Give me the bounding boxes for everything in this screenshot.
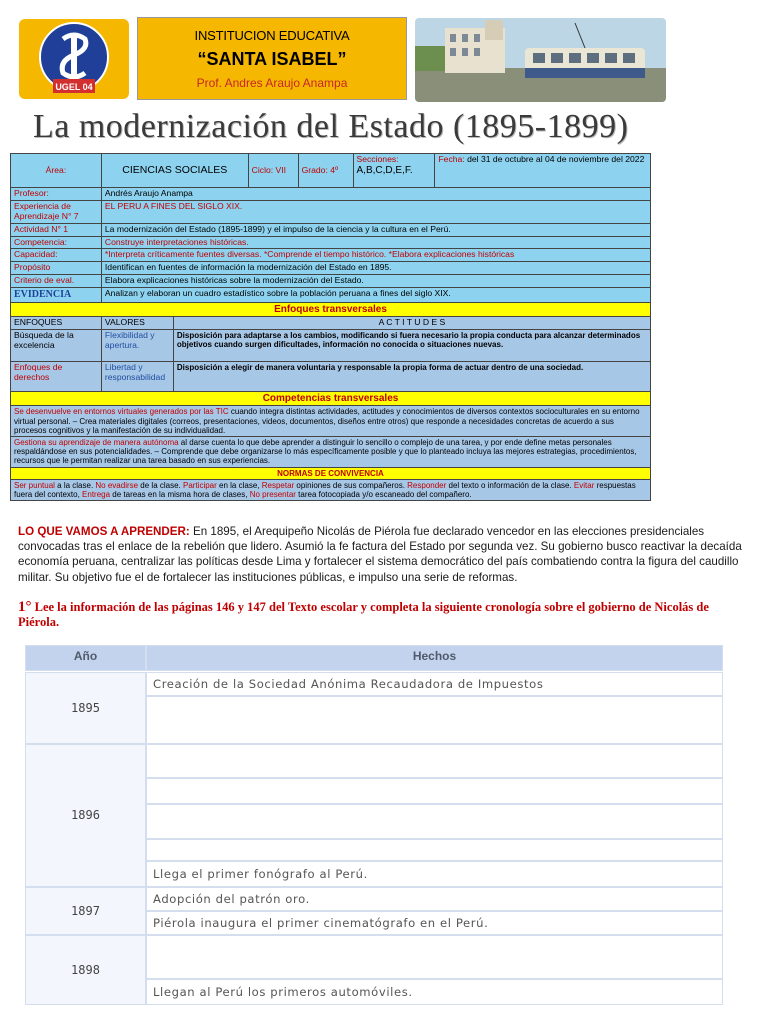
row-label: Experiencia de Aprendizaje N° 7 bbox=[11, 200, 102, 223]
actitudes-header: A C T I T U D E S bbox=[173, 317, 650, 330]
competencia-body: cuando integra distintas actividades, actitudes y conocimientos de diversos contextos socioculturales en su entorno virtual personal. – Crea materiales digitales (correos, presentaciones, videos, documentos, diseños entre otros) que responde a necesidades concretas de acuerdo a sus procesos cognitivos y la manifestación de su individualidad. bbox=[14, 407, 640, 435]
competencia-text bbox=[11, 436, 651, 467]
norma-key: Entrega bbox=[82, 489, 111, 499]
norma-key: Participar bbox=[183, 480, 217, 490]
fact-1897-b: Piérola inaugura el primer cinematógrafo en el Perú. bbox=[146, 911, 723, 935]
normas-row bbox=[11, 479, 651, 500]
fact-blank bbox=[146, 778, 723, 804]
norma-key: No evadirse bbox=[95, 480, 139, 490]
intro-text: En 1895, el Arequipeño Nicolás de Piérola fue declarado vencedor en las elecciones presidenciales convocadas tras el enlace de la rebelión que lidero. Asumió la fe factura del Estado por segunda vez. Su gobierno busco reactivar la decaída economía peruana, centralizar las políticas desde Lima y fortalecer el sistema democrático del país combatiendo contra la figura del caudillo militar. Su objetivo fue el de fortalecer las instituciones públicas, e impulso una serie de reformas. bbox=[18, 525, 742, 584]
plan-row bbox=[11, 249, 651, 262]
area-value: CIENCIAS SOCIALES bbox=[101, 154, 248, 188]
plan-row bbox=[11, 188, 651, 201]
row-label: Criterio de eval. bbox=[11, 275, 102, 288]
chronology-table bbox=[25, 645, 723, 1015]
lesson-plan-table bbox=[10, 153, 651, 501]
norma-text: a la clase. bbox=[54, 480, 96, 490]
enfoque-name: Enfoques de derechos bbox=[11, 361, 102, 391]
norma-text: opiniones de sus compañeros. bbox=[294, 480, 408, 490]
competencias-title: Competencias transversales bbox=[11, 391, 651, 406]
row-label: Competencia: bbox=[11, 236, 102, 249]
norma-text: respuestas fuera del contexto, bbox=[14, 480, 636, 499]
plan-row bbox=[11, 200, 651, 223]
intro-paragraph bbox=[18, 524, 748, 585]
competencia-lead: Se desenvuelve en entornos virtuales generados por las TIC bbox=[14, 407, 229, 417]
fecha-value: del 31 de octubre al 04 de noviembre del 2022 bbox=[467, 154, 645, 164]
row-value: Elabora explicaciones históricas sobre la modernización del Estado. bbox=[101, 275, 650, 288]
norma-key: Ser puntual bbox=[14, 480, 55, 490]
competencia-text bbox=[11, 406, 651, 437]
fact-1896: Llega el primer fonógrafo al Perú. bbox=[146, 861, 723, 887]
row-label: EVIDENCIA bbox=[11, 288, 102, 303]
enfoques-title-row bbox=[11, 302, 651, 317]
year-column-header: Año bbox=[25, 645, 146, 671]
school-name: “SANTA ISABEL” bbox=[197, 49, 347, 69]
fact-blank bbox=[146, 839, 723, 861]
enfoque-actitud: Disposición a elegir de manera voluntaria y responsable la propia forma de actuar dentro de una sociedad. bbox=[173, 361, 650, 391]
teacher-name: Prof. Andres Araujo Anampa bbox=[196, 76, 348, 90]
plan-row bbox=[11, 275, 651, 288]
enfoque-valores: Libertad y responsabilidad bbox=[101, 361, 173, 391]
enfoques-header-row bbox=[11, 317, 651, 330]
fact-blank bbox=[146, 804, 723, 839]
normas-title-row bbox=[11, 467, 651, 479]
row-value: EL PERU A FINES DEL SIGLO XIX. bbox=[101, 200, 650, 223]
ciclo-label: Ciclo: VII bbox=[248, 154, 298, 188]
plan-row bbox=[11, 236, 651, 249]
tram-photo bbox=[415, 18, 666, 102]
norma-key: Responder bbox=[407, 480, 447, 490]
svg-text:UGEL 04: UGEL 04 bbox=[55, 82, 93, 92]
norma-key: Evitar bbox=[573, 480, 595, 490]
norma-key: No presentar bbox=[249, 489, 296, 499]
norma-text: en la clase, bbox=[216, 480, 262, 490]
enfoque-name: Búsqueda de la excelencia bbox=[11, 329, 102, 361]
row-value: Construye interpretaciones históricas. bbox=[101, 236, 650, 249]
task-number: 1° bbox=[18, 599, 32, 615]
norma-text: del texto o información de la clase. bbox=[446, 480, 574, 490]
row-label: Profesor: bbox=[11, 188, 102, 201]
secciones-value: A,B,C,D,E,F. bbox=[356, 164, 413, 176]
plan-header-row bbox=[11, 154, 651, 188]
plan-row bbox=[11, 288, 651, 303]
norma-text: de la clase. bbox=[138, 480, 183, 490]
fact-blank bbox=[146, 935, 723, 979]
norma-key: Respetar bbox=[261, 480, 295, 490]
fact-blank bbox=[146, 696, 723, 744]
task-instruction bbox=[18, 600, 753, 630]
task-text: Lee la información de las páginas 146 y 147 del Texto escolar y completa la siguiente cronología sobre el gobierno de Nicolás de Piérola. bbox=[18, 600, 709, 629]
fact-1897-a: Adopción del patrón oro. bbox=[146, 887, 723, 911]
enfoques-header: ENFOQUES bbox=[11, 317, 102, 330]
grado-label: Grado: 4º bbox=[298, 154, 353, 188]
plan-row bbox=[11, 223, 651, 236]
year-1898: 1898 bbox=[25, 935, 146, 1005]
facts-column-header: Hechos bbox=[146, 645, 723, 671]
row-label: Capacidad: bbox=[11, 249, 102, 262]
competencia-lead: Gestiona su aprendizaje de manera autónoma bbox=[14, 437, 179, 447]
row-value: Andrés Araujo Anampa bbox=[101, 188, 650, 201]
school-logo bbox=[19, 19, 129, 99]
secciones-cell bbox=[353, 154, 435, 188]
enfoque-actitud: Disposición para adaptarse a los cambios, modificando si fuera necesario la propia conducta para alcanzar determinados objetivos cuando surgen dificultades, información no conocida o situaciones nuevas. bbox=[173, 329, 650, 361]
fecha-label: Fecha: bbox=[438, 154, 465, 164]
fecha-cell bbox=[435, 154, 651, 188]
norma-text: de tareas en la misma hora de clases, bbox=[110, 489, 250, 499]
row-value: La modernización del Estado (1895-1899) y el impulso de la ciencia y la cultura en el Perú. bbox=[101, 223, 650, 236]
enfoque-row bbox=[11, 329, 651, 361]
normas-text bbox=[11, 479, 651, 500]
page-title: La modernización del Estado (1895-1899) bbox=[33, 108, 629, 145]
enfoque-valores: Flexibilidad y apertura. bbox=[101, 329, 173, 361]
row-value: *Interpreta críticamente fuentes diversas. *Comprende el tiempo histórico. *Elabora explicaciones históricas bbox=[101, 249, 650, 262]
norma-text: tarea fotocopiada y/o escaneado del compañero. bbox=[295, 489, 472, 499]
row-label: Actividad N° 1 bbox=[11, 223, 102, 236]
year-1896: 1896 bbox=[25, 744, 146, 887]
valores-header: VALORES bbox=[101, 317, 173, 330]
year-1895: 1895 bbox=[25, 672, 146, 744]
enfoque-row bbox=[11, 361, 651, 391]
plan-row bbox=[11, 262, 651, 275]
row-value: Analizan y elaboran un cuadro estadístico sobre la población peruana a fines del siglo XIX. bbox=[101, 288, 650, 303]
competencia-row bbox=[11, 436, 651, 467]
year-1897: 1897 bbox=[25, 887, 146, 935]
fact-1898: Llegan al Perú los primeros automóviles. bbox=[146, 979, 723, 1005]
fact-blank bbox=[146, 744, 723, 778]
area-label: Área: bbox=[11, 154, 102, 188]
competencias-title-row bbox=[11, 391, 651, 406]
institution-label: INSTITUCION EDUCATIVA bbox=[194, 28, 350, 43]
competencia-row bbox=[11, 406, 651, 437]
school-header bbox=[137, 17, 407, 100]
row-label: Propósito bbox=[11, 262, 102, 275]
secciones-label: Secciones: bbox=[356, 154, 399, 164]
competencia-body: al darse cuenta lo que debe aprender a distinguir lo sencillo o complejo de una tarea, y por ende define metas personales respaldándose en sus potencialidades. – Comprende que debe organizarse lo más específicamente posible y que lo planteado incluya las mejores estrategias, procedimientos, recursos que le permitan realizar una tarea basado en sus experiencias. bbox=[14, 437, 637, 466]
enfoques-title: Enfoques transversales bbox=[11, 302, 651, 317]
row-value: Identifican en fuentes de información la modernización del Estado en 1895. bbox=[101, 262, 650, 275]
intro-lead: LO QUE VAMOS A APRENDER: bbox=[18, 525, 190, 538]
normas-title: NORMAS DE CONVIVENCIA bbox=[11, 467, 651, 479]
fact-1895: Creación de la Sociedad Anónima Recaudadora de Impuestos bbox=[146, 672, 723, 696]
